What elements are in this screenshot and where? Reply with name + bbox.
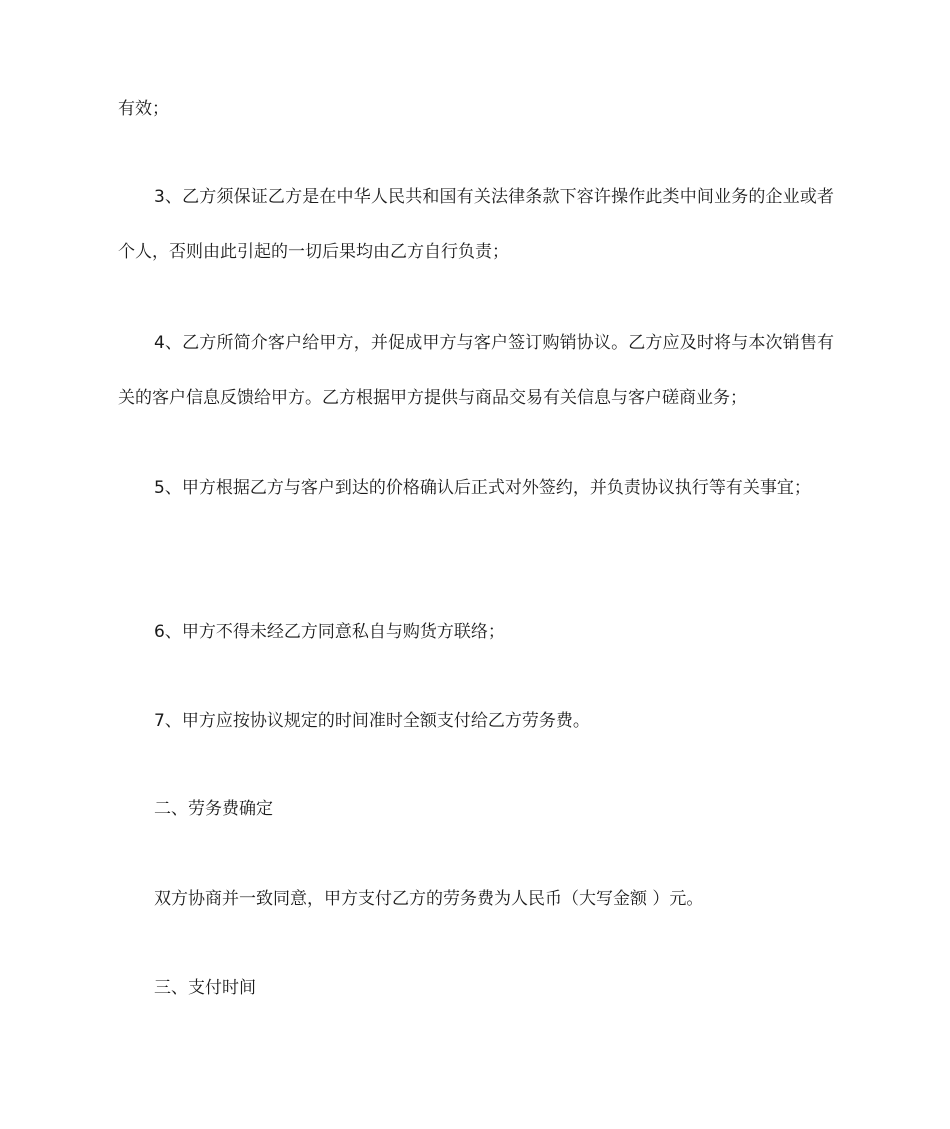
- section-heading-payment-time: 三、支付时间: [154, 978, 256, 998]
- section-heading-fee: 二、劳务费确定: [154, 799, 273, 819]
- paragraph-continuation: 有效；: [118, 99, 169, 119]
- clause-5: 5、甲方根据乙方与客户到达的价格确认后正式对外签约，并负责协议执行等有关事宜；: [154, 478, 811, 498]
- clause-7: 7、甲方应按协议规定的时间准时全额支付给乙方劳务费。: [154, 711, 590, 731]
- clause-6: 6、甲方不得未经乙方同意私自与购货方联络；: [154, 622, 505, 642]
- clause-4: 4、乙方所简介客户给甲方，并促成甲方与客户签订购销协议。乙方应及时将与本次销售有关的客户信息反馈给甲方。乙方根据甲方提供与商品交易有关信息与客户磋商业务；: [118, 333, 834, 408]
- clause-3: 3、乙方须保证乙方是在中华人民共和国有关法律条款下容许操作此类中间业务的企业或者个人，否则由此引起的一切后果均由乙方自行负责；: [118, 187, 834, 262]
- fee-statement: 双方协商并一致同意，甲方支付乙方的劳务费为人民币（大写金额 ）元。: [154, 889, 704, 909]
